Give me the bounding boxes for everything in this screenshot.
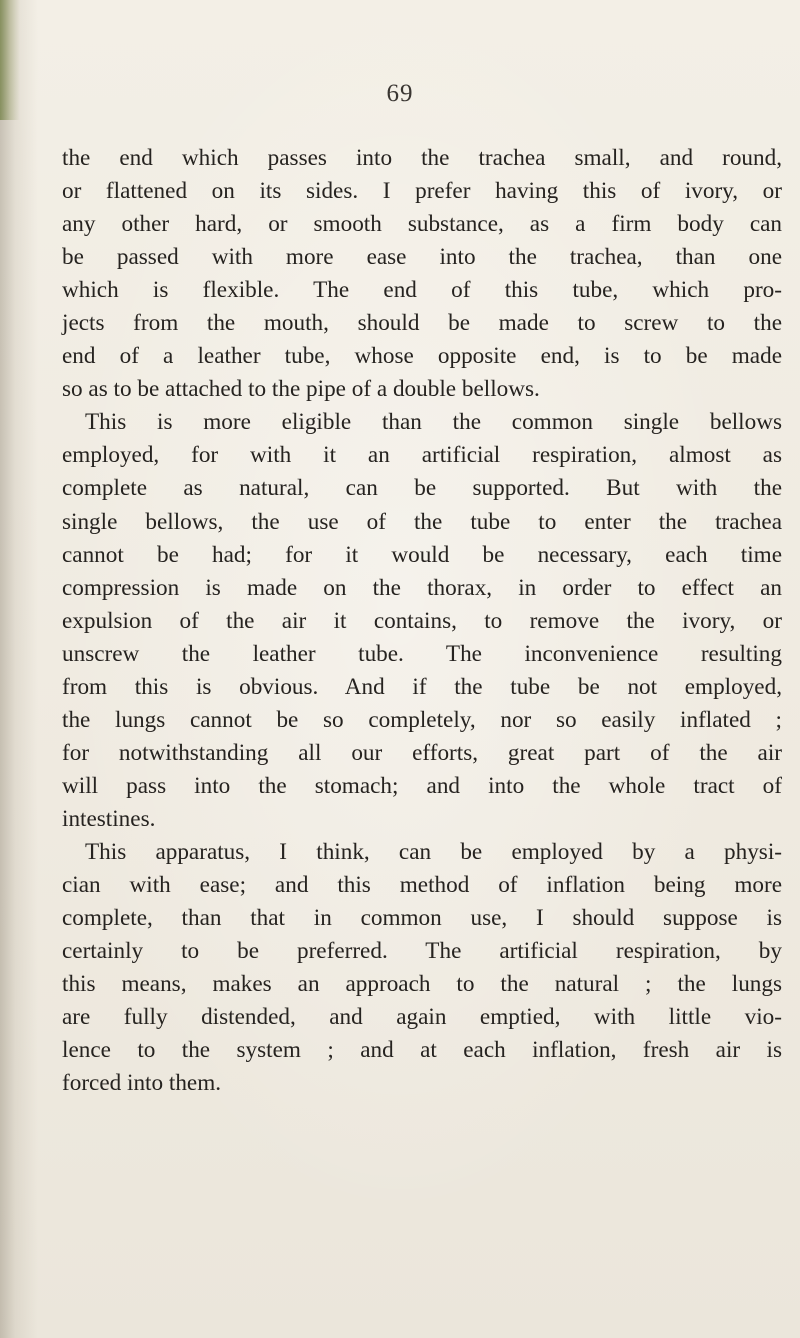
binding-gutter-shadow: [0, 0, 38, 1338]
text-line: cannot be had; for it would be necessary, each time: [62, 541, 782, 568]
text-line: any other hard, or smooth substance, as a firm body can: [62, 211, 782, 238]
text-line: are fully distended, and again emptied, with little vio-: [62, 1004, 782, 1031]
text-line: unscrew the leather tube. The inconvenience resulting: [62, 640, 782, 667]
text-line: this means, makes an approach to the natural ; the lungs: [62, 971, 782, 998]
text-line: which is flexible. The end of this tube, which pro-: [62, 277, 782, 304]
text-line: be passed with more ease into the trachea, than one: [62, 244, 782, 271]
text-line: compression is made on the thorax, in order to effect an: [62, 574, 782, 601]
text-line: jects from the mouth, should be made to screw to the: [62, 310, 782, 337]
text-line: complete as natural, can be supported. But with the: [62, 475, 782, 502]
text-line: complete, than that in common use, I should suppose is: [62, 905, 782, 932]
text-line: This apparatus, I think, can be employed by a physi-: [85, 838, 782, 865]
text-line: lence to the system ; and at each inflation, fresh air is: [62, 1037, 782, 1064]
text-line: forced into them.: [62, 1070, 222, 1097]
text-line: or flattened on its sides. I prefer having this of ivory, or: [62, 178, 782, 205]
text-line: expulsion of the air it contains, to remove the ivory, or: [62, 607, 782, 634]
text-line: cian with ease; and this method of inflation being more: [62, 872, 782, 899]
text-line: will pass into the stomach; and into the whole tract of: [62, 772, 782, 799]
text-line: intestines.: [62, 805, 156, 832]
text-line: certainly to be preferred. The artificial respiration, by: [62, 938, 782, 965]
text-line: single bellows, the use of the tube to enter the trachea: [62, 508, 782, 535]
text-line: end of a leather tube, whose opposite end, is to be made: [62, 343, 782, 370]
text-line: for notwithstanding all our efforts, great part of the air: [62, 739, 782, 766]
text-line: employed, for with it an artificial respiration, almost as: [62, 442, 782, 469]
text-line: the end which passes into the trachea small, and round,: [62, 145, 782, 171]
body-text: [62, 142, 782, 1100]
text-line: This is more eligible than the common single bellows: [85, 409, 782, 436]
text-line: so as to be attached to the pipe of a double bellows.: [62, 376, 540, 403]
page-number: 69: [386, 80, 414, 107]
text-line: from this is obvious. And if the tube be not employed,: [62, 673, 782, 700]
text-line: the lungs cannot be so completely, nor so easily inflated ;: [62, 706, 782, 733]
